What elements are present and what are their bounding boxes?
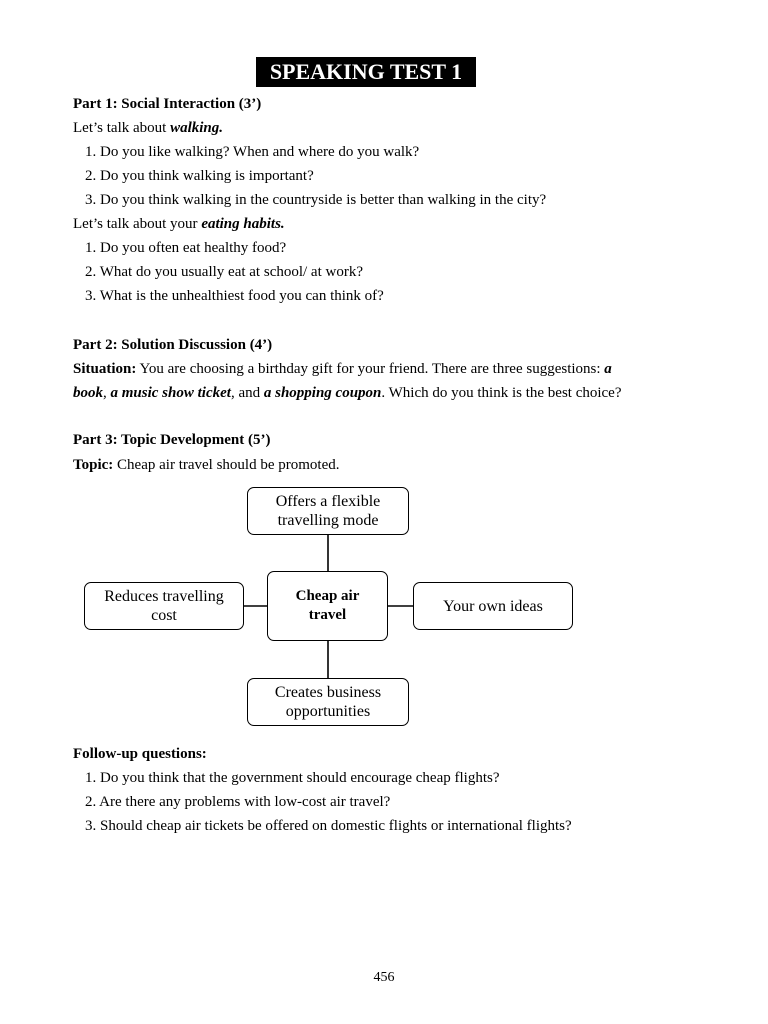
diagram-node-top: Offers a flexible travelling mode — [247, 487, 409, 535]
diagram-node-center: Cheap air travel — [267, 571, 388, 641]
diagram-node-left: Reduces travelling cost — [84, 582, 244, 630]
list-item: 2. Are there any problems with low-cost air travel? — [85, 794, 391, 810]
list-item: 2. What do you usually eat at school/ at work? — [85, 264, 363, 280]
part1-heading: Part 1: Social Interaction (3’) — [73, 96, 262, 112]
page-title: SPEAKING TEST 1 — [256, 57, 476, 87]
list-item: 1. Do you like walking? When and where do you walk? — [85, 144, 420, 160]
diagram-node-bottom: Creates business opportunities — [247, 678, 409, 726]
page-number: 456 — [373, 970, 395, 985]
diagram-node-right: Your own ideas — [413, 582, 573, 630]
part1-topic2: Let’s talk about your eating habits. — [73, 216, 285, 232]
part3-topic: Topic: Cheap air travel should be promoted. — [73, 457, 340, 473]
part1-topic1: Let’s talk about walking. — [73, 120, 223, 136]
list-item: 2. Do you think walking is important? — [85, 168, 314, 184]
list-item: 3. Do you think walking in the countryside is better than walking in the city? — [85, 192, 547, 208]
list-item: 1. Do you think that the government should encourage cheap flights? — [85, 770, 500, 786]
part3-heading: Part 3: Topic Development (5’) — [73, 432, 271, 448]
part2-heading: Part 2: Solution Discussion (4’) — [73, 337, 273, 353]
part2-situation: Situation: You are choosing a birthday gift for your friend. There are three suggestions: a — [73, 361, 612, 377]
followup-heading: Follow-up questions: — [73, 746, 207, 762]
list-item: 3. What is the unhealthiest food you can think of? — [85, 288, 384, 304]
part2-options: book, a music show ticket, and a shopping coupon. Which do you think is the best choice? — [73, 385, 622, 401]
list-item: 1. Do you often eat healthy food? — [85, 240, 287, 256]
list-item: 3. Should cheap air tickets be offered on domestic flights or international flights? — [85, 818, 572, 834]
